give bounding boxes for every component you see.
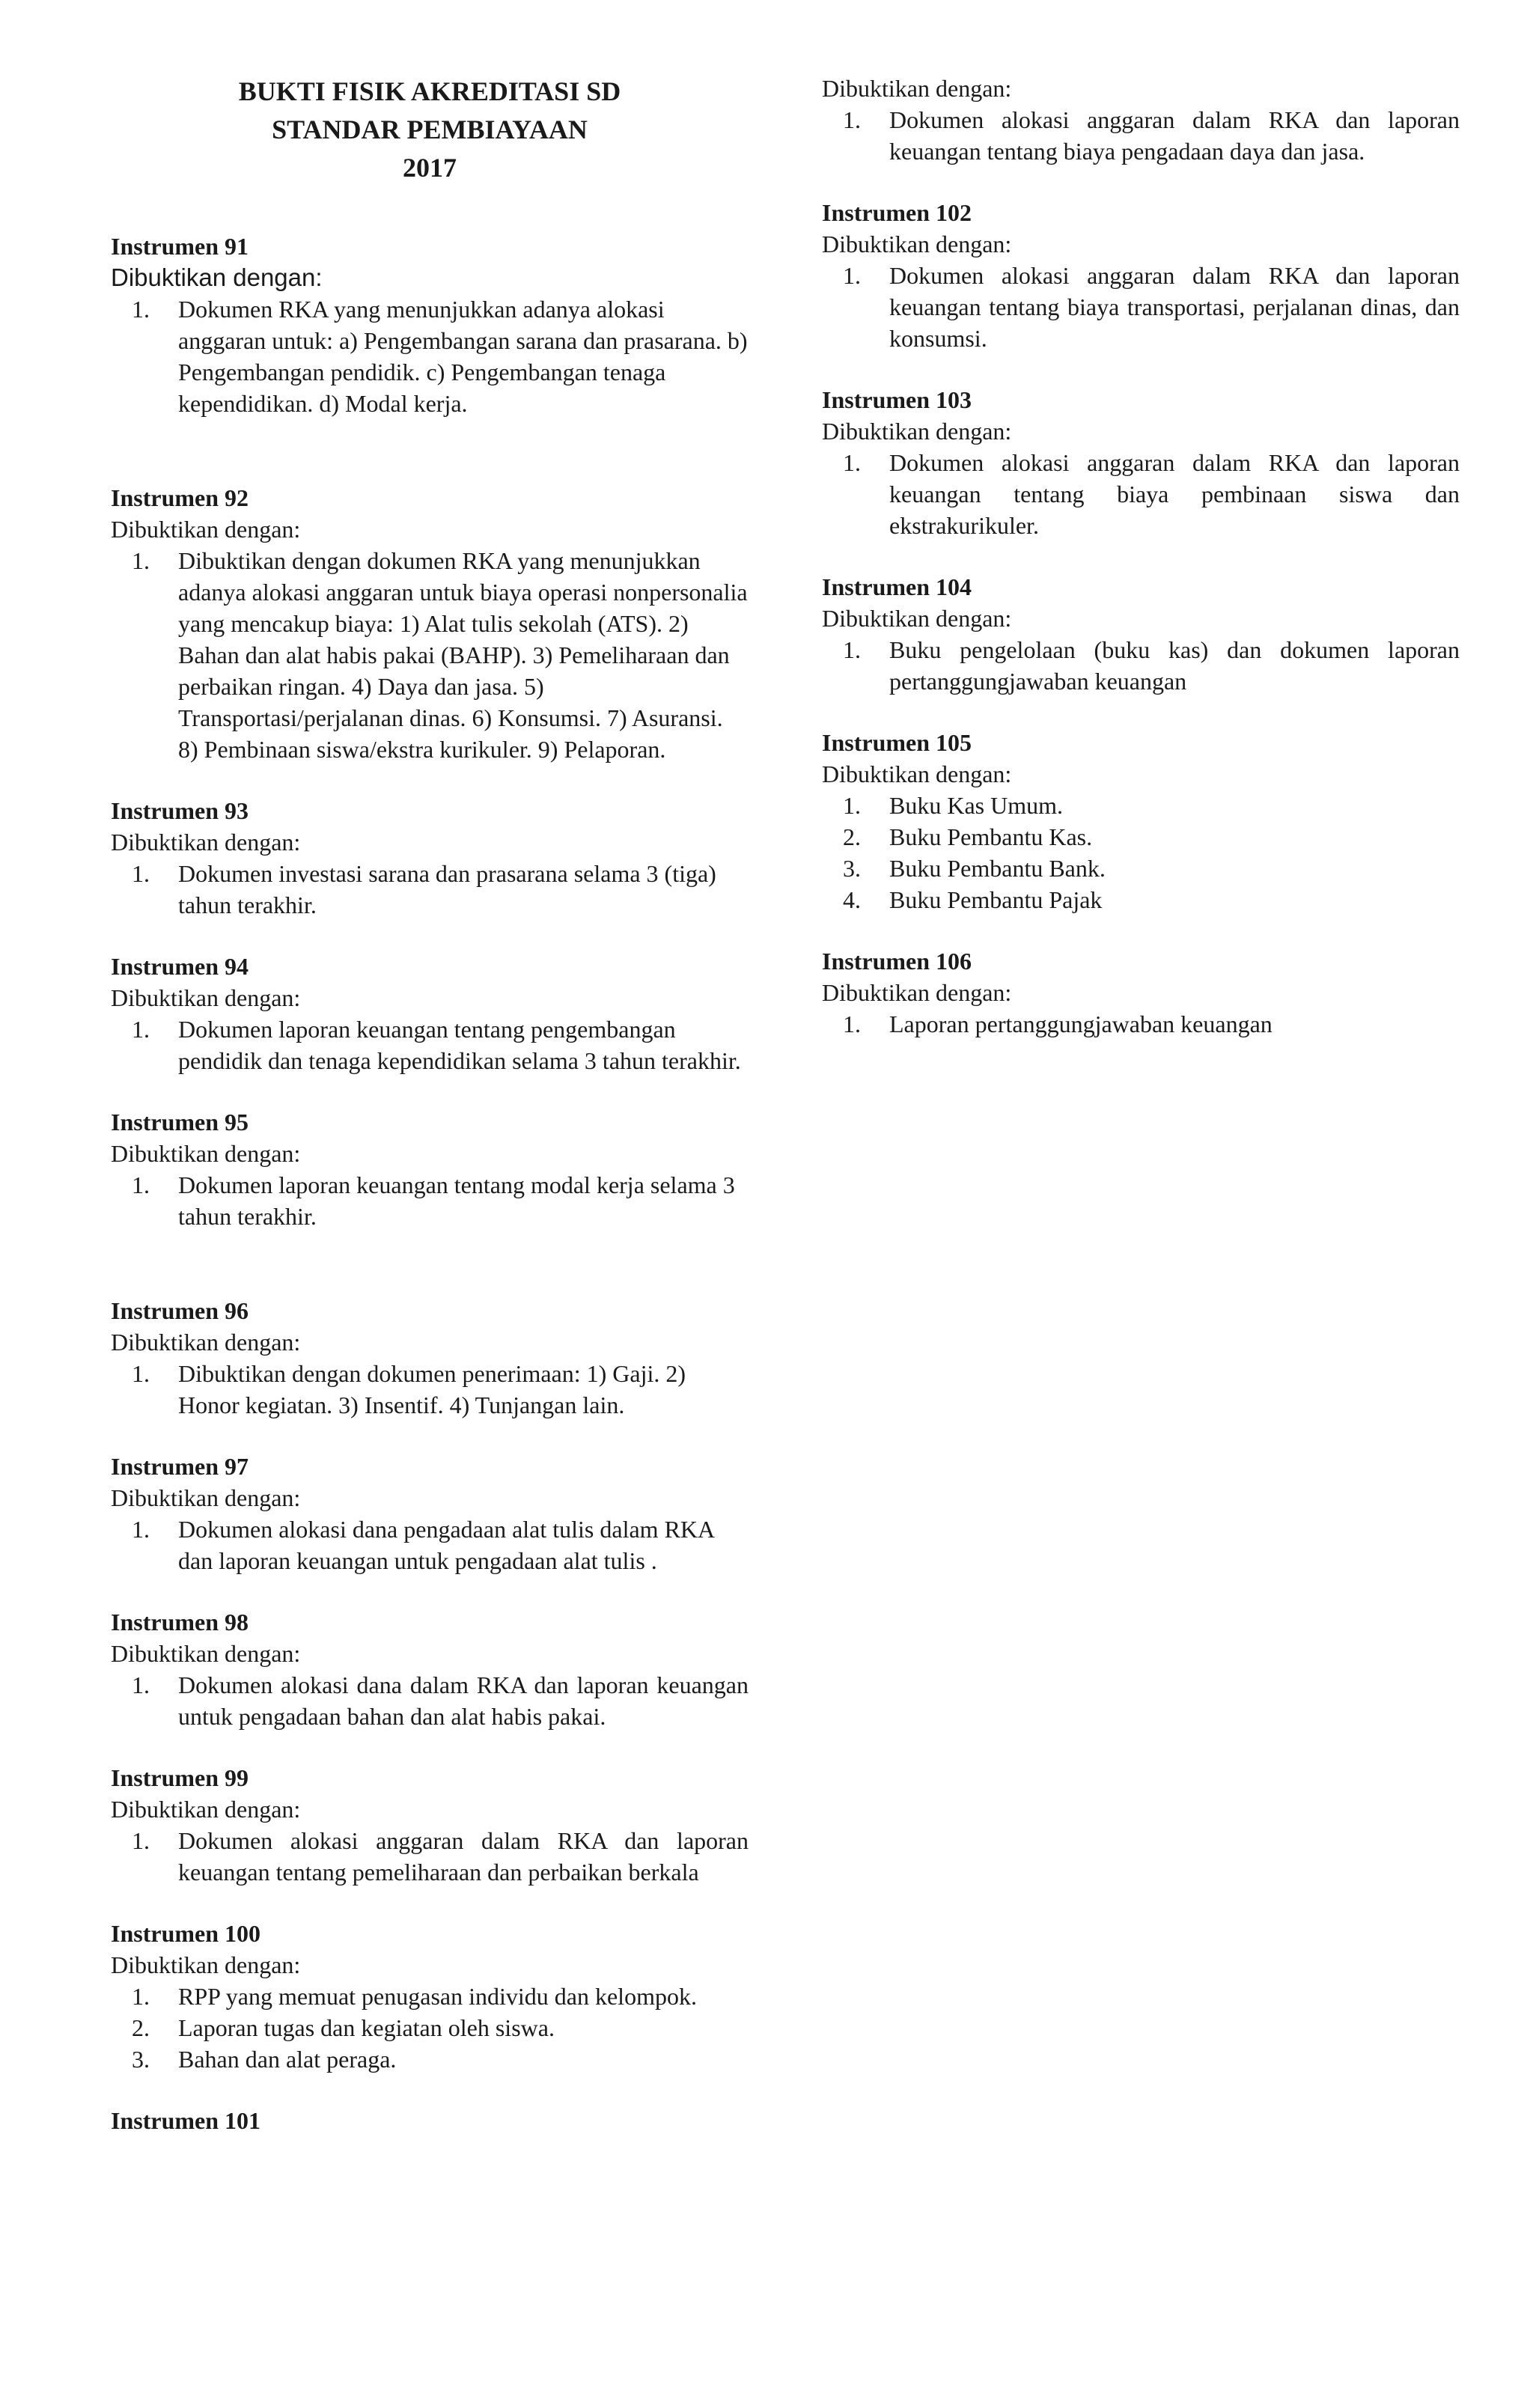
section-heading: Instrumen 98 xyxy=(111,1609,249,1636)
list-item xyxy=(111,2012,749,2043)
left-column xyxy=(111,0,749,2166)
section-heading: Instrumen 103 xyxy=(822,386,972,413)
section-heading: Instrumen 96 xyxy=(111,1297,249,1324)
section-heading: Instrumen 100 xyxy=(111,1920,261,1947)
list-item-text: Buku Pembantu Bank. xyxy=(889,855,1106,882)
list-item-number: 2. xyxy=(132,2014,150,2041)
evidence-list xyxy=(111,545,749,765)
list-item-number: 1. xyxy=(132,1171,150,1198)
list-item-number: 2. xyxy=(843,823,861,850)
list-item-text: Laporan tugas dan kegiatan oleh siswa. xyxy=(178,2014,555,2041)
list-item-text: Dokumen alokasi dana dalam RKA dan laporan keuangan untuk pengadaan bahan dan alat habis pakai. xyxy=(178,1671,749,1730)
list-item-text: Buku Pembantu Pajak xyxy=(889,886,1103,913)
list-item xyxy=(822,1008,1460,1040)
section-heading: Instrumen 104 xyxy=(822,573,972,600)
section-instrumen-105 xyxy=(822,727,1460,915)
section-heading: Instrumen 92 xyxy=(111,484,249,511)
section-intro: Dibuktikan dengan: xyxy=(111,984,301,1011)
evidence-list xyxy=(111,1669,749,1732)
section-instrumen-99 xyxy=(111,1762,749,1888)
section-instrumen-106 xyxy=(822,945,1460,1040)
evidence-list xyxy=(111,1981,749,2075)
section-instrumen-92 xyxy=(111,482,749,765)
list-item-text: Buku pengelolaan (buku kas) dan dokumen laporan pertanggungjawaban keuangan xyxy=(889,636,1460,695)
list-item-text: Buku Pembantu Kas. xyxy=(889,823,1093,850)
section-heading: Instrumen 93 xyxy=(111,797,249,824)
section-instrumen-102 xyxy=(822,197,1460,354)
list-item xyxy=(111,1669,749,1732)
section-instrumen-97 xyxy=(111,1451,749,1576)
list-item-text: Dokumen alokasi dana pengadaan alat tulis dalam RKA dan laporan keuangan untuk pengadaan alat tulis . xyxy=(178,1516,714,1574)
list-item-text: Dokumen alokasi anggaran dalam RKA dan laporan keuangan tentang pemeliharaan dan perbaikan berkala xyxy=(178,1827,749,1886)
list-item xyxy=(111,858,749,921)
list-item-number: 1. xyxy=(843,1011,861,1037)
section-intro: Dibuktikan dengan: xyxy=(111,1951,301,1978)
section-intro: Dibuktikan dengan: xyxy=(822,75,1012,102)
evidence-list xyxy=(111,1358,749,1421)
list-item-number: 4. xyxy=(843,886,861,913)
section-heading: Instrumen 105 xyxy=(822,729,972,756)
section-intro: Dibuktikan dengan: xyxy=(822,979,1012,1006)
section-intro: Dibuktikan dengan: xyxy=(822,231,1012,257)
section-instrumen-104 xyxy=(822,571,1460,697)
title-line-3: 2017 xyxy=(403,153,457,183)
list-item-number: 1. xyxy=(843,636,861,663)
section-instrumen-94 xyxy=(111,951,749,1076)
evidence-list xyxy=(111,1825,749,1888)
list-item-text: RPP yang memuat penugasan individu dan kelompok. xyxy=(178,1983,697,2010)
list-item-number: 1. xyxy=(843,262,861,289)
list-item xyxy=(822,884,1460,915)
section-heading: Instrumen 91 xyxy=(111,233,249,260)
section-intro: Dibuktikan dengan: xyxy=(822,605,1012,632)
list-item xyxy=(822,104,1460,167)
list-item-number: 1. xyxy=(132,1983,150,2010)
evidence-list xyxy=(822,1008,1460,1040)
list-item xyxy=(111,1014,749,1076)
evidence-list xyxy=(822,260,1460,354)
title-line-2: STANDAR PEMBIAYAAN xyxy=(272,115,588,144)
section-instrumen-91 xyxy=(111,231,749,419)
section-intro: Dibuktikan dengan: xyxy=(822,760,1012,787)
list-item-number: 1. xyxy=(132,1671,150,1698)
list-item xyxy=(111,1358,749,1421)
list-item-text: Dokumen alokasi anggaran dalam RKA dan laporan keuangan tentang biaya pembinaan siswa dan ekstrakurikuler. xyxy=(889,449,1460,539)
section-heading: Instrumen 94 xyxy=(111,953,249,980)
list-item xyxy=(822,853,1460,884)
right-column xyxy=(822,0,1460,1070)
section-heading: Instrumen 97 xyxy=(111,1453,249,1480)
list-item-text: Dokumen RKA yang menunjukkan adanya alokasi anggaran untuk: a) Pengembangan sarana dan prasarana. b) Pengembangan pendidik. c) Pengembangan tenaga kependidikan. d) Modal kerja. xyxy=(178,296,748,417)
list-item xyxy=(111,545,749,765)
document-title xyxy=(111,0,749,187)
list-item-text: Laporan pertanggungjawaban keuangan xyxy=(889,1011,1273,1037)
section-intro: Dibuktikan dengan: xyxy=(111,1329,301,1356)
section-heading: Instrumen 102 xyxy=(822,199,972,226)
section-heading: Instrumen 101 xyxy=(111,2107,261,2134)
list-item xyxy=(111,1981,749,2012)
list-item-text: Dokumen investasi sarana dan prasarana selama 3 (tiga) tahun terakhir. xyxy=(178,860,716,918)
section-heading: Instrumen 95 xyxy=(111,1109,249,1136)
section-intro: Dibuktikan dengan: xyxy=(111,1640,301,1667)
section-instrumen-103 xyxy=(822,384,1460,541)
list-item xyxy=(822,447,1460,541)
list-item-text: Dokumen alokasi anggaran dalam RKA dan laporan keuangan tentang biaya pengadaan daya dan jasa. xyxy=(889,106,1460,165)
section-instrumen-101 xyxy=(111,2105,749,2136)
evidence-list xyxy=(111,1169,749,1232)
section-intro: Dibuktikan dengan: xyxy=(111,1484,301,1511)
list-item xyxy=(111,293,749,419)
list-item-text: Dokumen laporan keuangan tentang pengembangan pendidik dan tenaga kependidikan selama 3 tahun terakhir. xyxy=(178,1016,741,1074)
list-item-text: Dokumen alokasi anggaran dalam RKA dan laporan keuangan tentang biaya transportasi, perjalanan dinas, dan konsumsi. xyxy=(889,262,1460,352)
list-item-number: 1. xyxy=(132,1360,150,1387)
evidence-list xyxy=(111,858,749,921)
list-item xyxy=(822,634,1460,697)
section-heading: Instrumen 106 xyxy=(822,948,972,975)
list-item xyxy=(111,1514,749,1576)
list-item-number: 1. xyxy=(132,860,150,887)
evidence-list xyxy=(111,293,749,419)
section-intro: Dibuktikan dengan: xyxy=(111,1140,301,1167)
list-item-text: Dokumen laporan keuangan tentang modal kerja selama 3 tahun terakhir. xyxy=(178,1171,735,1230)
evidence-list xyxy=(111,1014,749,1076)
list-item-number: 3. xyxy=(843,855,861,882)
list-item-text: Bahan dan alat peraga. xyxy=(178,2046,397,2073)
section-instrumen-98 xyxy=(111,1606,749,1732)
list-item xyxy=(111,2043,749,2075)
list-item-number: 1. xyxy=(132,296,150,323)
section-instrumen-96 xyxy=(111,1295,749,1421)
section-intro: Dibuktikan dengan: xyxy=(111,829,301,856)
evidence-list xyxy=(822,634,1460,697)
evidence-list xyxy=(822,104,1460,167)
list-item xyxy=(822,821,1460,853)
list-item xyxy=(822,790,1460,821)
section-instrumen-100 xyxy=(111,1918,749,2075)
list-item-number: 1. xyxy=(132,547,150,574)
title-line-1: BUKTI FISIK AKREDITASI SD xyxy=(238,76,621,106)
list-item xyxy=(111,1169,749,1232)
list-item-text: Buku Kas Umum. xyxy=(889,792,1063,819)
list-item-number: 3. xyxy=(132,2046,150,2073)
list-item-number: 1. xyxy=(132,1827,150,1854)
list-item xyxy=(822,260,1460,354)
section-intro: Dibuktikan dengan: xyxy=(111,1796,301,1823)
evidence-list xyxy=(111,1514,749,1576)
section-intro: Dibuktikan dengan: xyxy=(111,263,323,291)
evidence-list xyxy=(822,447,1460,541)
list-item-text: Dibuktikan dengan dokumen penerimaan: 1) Gaji. 2) Honor kegiatan. 3) Insentif. 4) Tunjangan lain. xyxy=(178,1360,686,1418)
list-item-number: 1. xyxy=(843,792,861,819)
list-item-number: 1. xyxy=(843,449,861,476)
list-item-number: 1. xyxy=(843,106,861,133)
section-instrumen-101-continued xyxy=(822,73,1460,167)
list-item-number: 1. xyxy=(132,1516,150,1543)
section-instrumen-93 xyxy=(111,795,749,921)
list-item xyxy=(111,1825,749,1888)
section-heading: Instrumen 99 xyxy=(111,1764,249,1791)
list-item-number: 1. xyxy=(132,1016,150,1043)
evidence-list xyxy=(822,790,1460,915)
list-item-text: Dibuktikan dengan dokumen RKA yang menunjukkan adanya alokasi anggaran untuk biaya operasi nonpersonalia yang mencakup biaya: 1) Alat tulis sekolah (ATS). 2) Bahan dan alat habis pakai (BAHP). 3) Pemeliharaan dan perbaikan ringan. 4) Daya dan jasa. 5) Transportasi/perjalanan dinas. 6) Konsumsi. 7) Asuransi. 8) Pembinaan siswa/ekstra kurikuler. 9) Pelaporan. xyxy=(178,547,748,763)
section-intro: Dibuktikan dengan: xyxy=(111,516,301,543)
section-instrumen-95 xyxy=(111,1106,749,1232)
section-intro: Dibuktikan dengan: xyxy=(822,418,1012,445)
